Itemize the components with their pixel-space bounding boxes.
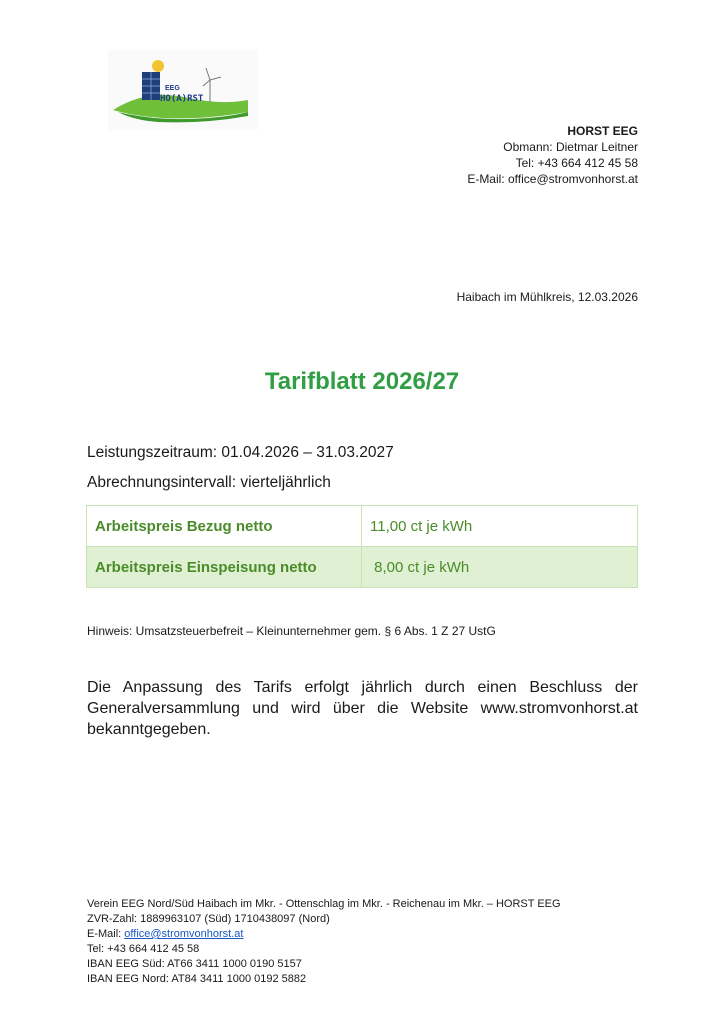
sender-email: E-Mail: office@stromvonhorst.at xyxy=(467,172,638,186)
footer-zvr: ZVR-Zahl: 1889963107 (Süd) 1710438097 (Nord) xyxy=(87,913,330,925)
footer-iban-nord: IBAN EEG Nord: AT84 3411 1000 0192 5882 xyxy=(87,973,307,985)
sender-phone: Tel: +43 664 412 45 58 xyxy=(515,156,638,170)
footer-email-link[interactable]: office@stromvonhorst.at xyxy=(124,928,244,940)
footer-email-label: E-Mail: xyxy=(87,928,125,940)
adjustment-paragraph: Die Anpassung des Tarifs erfolgt jährlich durch einen Beschluss der Generalversammlung und wird über die Website www.stromvonhorst.at bekanntgegeben. xyxy=(87,679,638,738)
footer-email xyxy=(87,927,561,942)
footer-iban-sued: IBAN EEG Süd: AT66 3411 1000 0190 5157 xyxy=(87,958,302,970)
table-row xyxy=(87,506,638,547)
service-period: Leistungszeitraum: 01.04.2026 – 31.03.2027 xyxy=(87,444,394,461)
page-title: Tarifblatt 2026/27 xyxy=(264,368,460,395)
tariff-label: Arbeitspreis Einspeisung netto xyxy=(87,547,362,588)
date-line: Haibach im Mühlkreis, 12.03.2026 xyxy=(456,290,638,304)
horst-eeg-logo xyxy=(108,50,258,130)
footer-phone: Tel: +43 664 412 45 58 xyxy=(87,943,200,955)
sun-icon xyxy=(152,60,164,72)
tax-hint: Hinweis: Umsatzsteuerbefreit – Kleinunternehmer gem. § 6 Abs. 1 Z 27 UstG xyxy=(87,624,496,638)
footer-association: Verein EEG Nord/Süd Haibach im Mkr. - Ottenschlag im Mkr. - Reichenau im Mkr. – HORST EEG xyxy=(87,898,561,910)
tariff-label: Arbeitspreis Bezug netto xyxy=(87,506,362,547)
table-row xyxy=(87,547,638,588)
solar-panel-icon xyxy=(142,72,160,100)
sender-block xyxy=(467,123,638,187)
tariff-value: 11,00 ct je kWh xyxy=(362,506,638,547)
tariff-value: 8,00 ct je kWh xyxy=(362,547,638,588)
logo-eeg-text: EEG xyxy=(165,85,180,92)
sender-org: HORST EEG xyxy=(567,124,638,138)
tariff-table xyxy=(86,505,638,588)
logo-main-text: HO(A)RST xyxy=(160,94,204,104)
billing-interval: Abrechnungsintervall: vierteljährlich xyxy=(87,474,331,491)
footer xyxy=(87,897,561,987)
sender-contact: Obmann: Dietmar Leitner xyxy=(503,140,638,154)
